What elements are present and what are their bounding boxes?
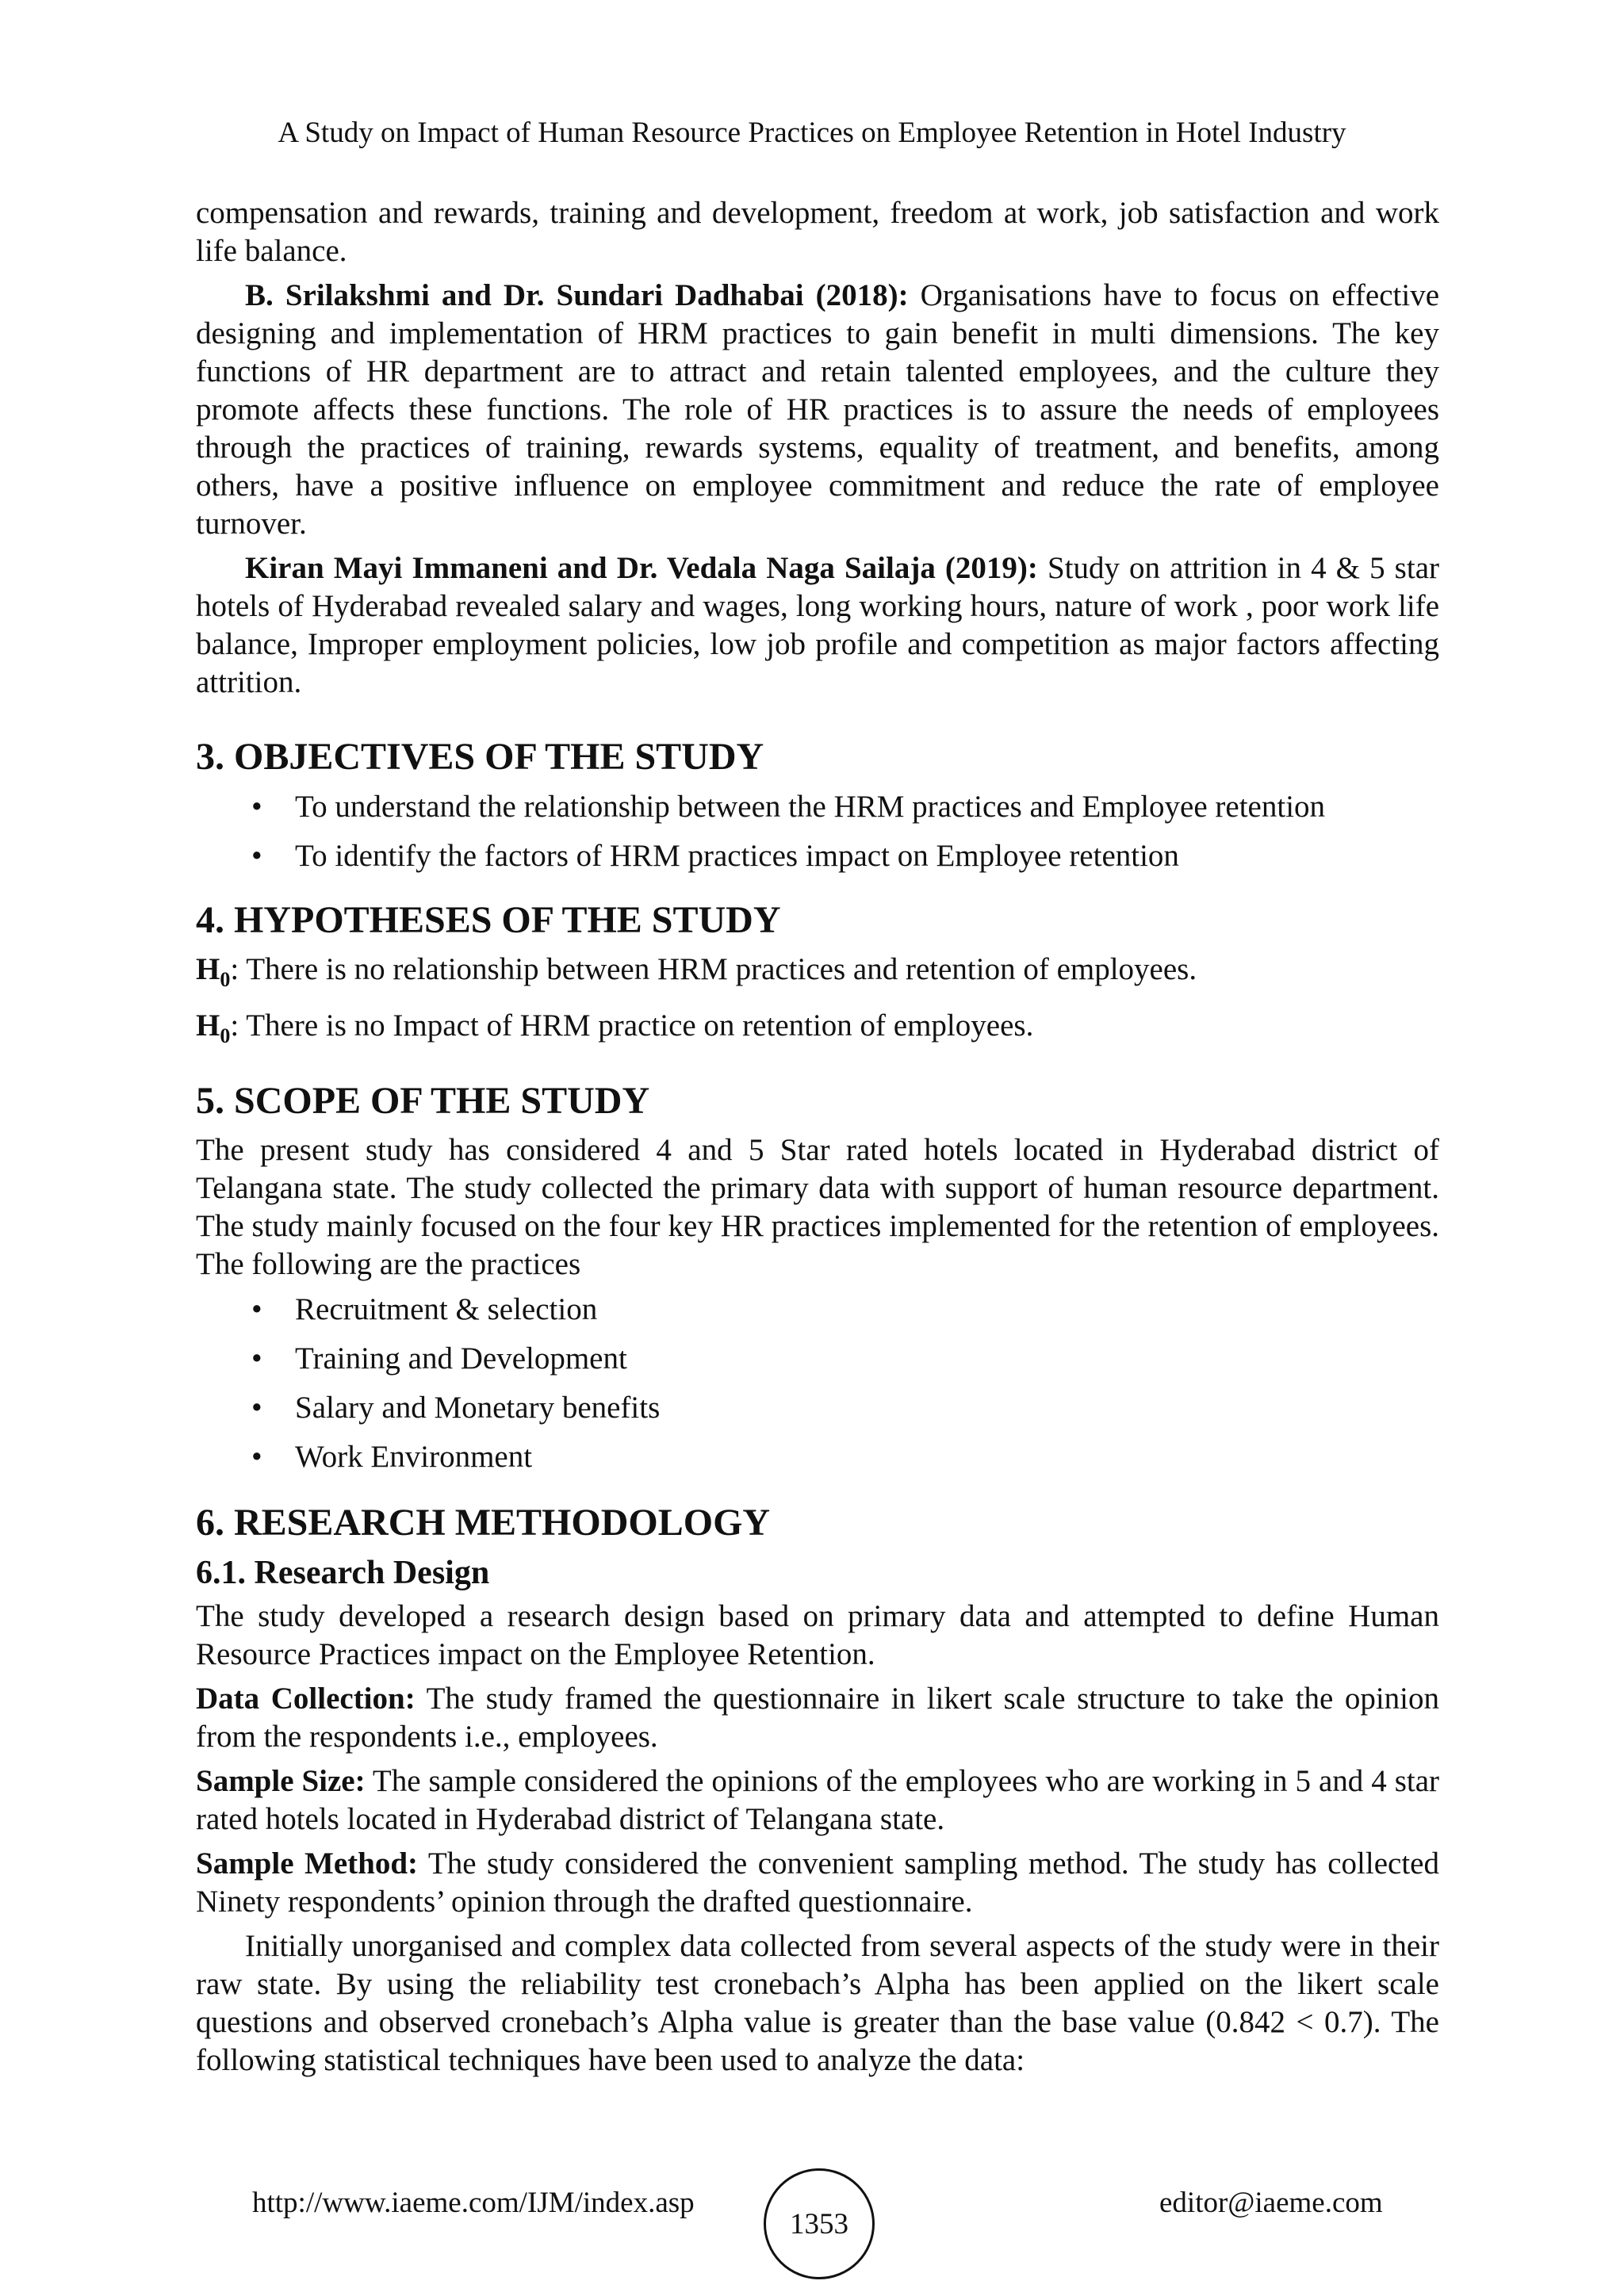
paragraph-data-collection: Data Collection: The study framed the questionnaire in likert scale structure to take the opinion from the respondents i.e., employees.: [196, 1681, 1440, 1754]
paragraph-sample-size: Sample Size: The sample considered the opinions of the employees who are working in 5 and 4 star rated hotels located in Hyderabad district of Telangana state.: [196, 1763, 1439, 1836]
bullet-icon: •: [251, 1439, 262, 1474]
footer-email-link[interactable]: editor@iaeme.com: [1159, 2187, 1383, 2219]
page-footer: [0, 2168, 1624, 2279]
paragraph-srilakshmi: [196, 277, 1439, 543]
bullet-icon: •: [251, 1341, 262, 1376]
subsection-heading-research-design: 6.1. Research Design: [196, 1554, 490, 1591]
page-body: [196, 194, 1439, 2086]
paragraph-continuation: compensation and rewards, training and development, freedom at work, job satisfaction and work life balance.: [196, 196, 1439, 268]
list-item: • Training and Development: [196, 1339, 1439, 1379]
hypothesis-label: $H_0$: [196, 952, 231, 991]
list-item: • Salary and Monetary benefits: [196, 1388, 1439, 1428]
page-number: 1353: [790, 2207, 848, 2241]
page-number-badge: [764, 2168, 875, 2279]
paragraph-analysis: Initially unorganised and complex data collected from several aspects of the study were in their raw state. By using the reliability test cronebach’s Alpha has been applied on the likert scale questions and observed cronebach’s Alpha value is greater than the base value (0.842 < 0.7). The following statistical techniques have been used to analyze the data:: [196, 1928, 1439, 2077]
paragraph-scope: The present study has considered 4 and 5 Star rated hotels located in Hyderabad district of Telangana state. The study collected the primary data with support of human resource department. The study mainly focused on the four key HR practices implemented for the retention of employees. The following are the practices: [196, 1132, 1439, 1281]
objectives-list: [196, 787, 1439, 876]
citation-kiran: Kiran Mayi Immaneni and Dr. Vedala Naga Sailaja (2019):: [245, 551, 1038, 585]
running-header: A Study on Impact of Human Resource Practices on Employee Retention in Hotel Industry: [278, 117, 1346, 149]
hypothesis-2: $H_0$: There is no Impact of HRM practice on retention of employees.: [196, 1008, 1034, 1047]
paragraph-research-design: The study developed a research design based on primary data and attempted to define Human Resource Practices impact on the Employee Retention.: [196, 1598, 1439, 1671]
paragraph-sample-method: Sample Method: The study considered the convenient sampling method. The study has collected Ninety respondents’ opinion through the drafted questionnaire.: [196, 1846, 1439, 1919]
bullet-icon: •: [251, 790, 262, 824]
list-item: • Work Environment: [196, 1437, 1439, 1477]
paragraph-kiran: [196, 549, 1439, 702]
hypothesis-1: $H_0$: There is no relationship between HRM practices and retention of employees.: [196, 952, 1197, 991]
section-heading-methodology: 6. RESEARCH METHODOLOGY: [196, 1501, 771, 1544]
section-heading-scope: 5. SCOPE OF THE STUDY: [196, 1079, 650, 1122]
list-item: • To identify the factors of HRM practices impact on Employee retention: [196, 836, 1439, 876]
list-item: • Recruitment & selection: [196, 1290, 1439, 1330]
bullet-icon: •: [251, 839, 262, 873]
footer-url-link[interactable]: http://www.iaeme.com/IJM/index.asp: [252, 2187, 695, 2219]
bullet-icon: •: [251, 1390, 262, 1425]
list-item: • To understand the relationship between the HRM practices and Employee retention: [196, 787, 1439, 827]
citation-srilakshmi: B. Srilakshmi and Dr. Sundari Dadhabai (2018):: [245, 278, 909, 312]
section-heading-hypotheses: 4. HYPOTHESES OF THE STUDY: [196, 899, 781, 941]
bullet-icon: •: [251, 1292, 262, 1326]
practices-list: [196, 1290, 1439, 1477]
section-heading-objectives: 3. OBJECTIVES OF THE STUDY: [196, 736, 764, 778]
paragraph-kiran-text: Study on attrition in 4 & 5 star hotels of Hyderabad revealed salary and wages, long working hours, nature of work , poor work life balance, Improper employment policies, low job profile and competition as major factors affecting attrition.: [196, 551, 1439, 699]
hypothesis-label: $H_0$: [196, 1008, 231, 1047]
paragraph-srilakshmi-text: Organisations have to focus on effective designing and implementation of HRM practices to gain benefit in multi dimensions. The key functions of HR department are to attract and retain talented employees, and the culture they promote affects these functions. The role of HR practices is to assure the needs of employees through the practices of training, rewards systems, equality of treatment, and benefits, among others, have a positive influence on employee commitment and reduce the rate of employee turnover.: [196, 278, 1440, 541]
